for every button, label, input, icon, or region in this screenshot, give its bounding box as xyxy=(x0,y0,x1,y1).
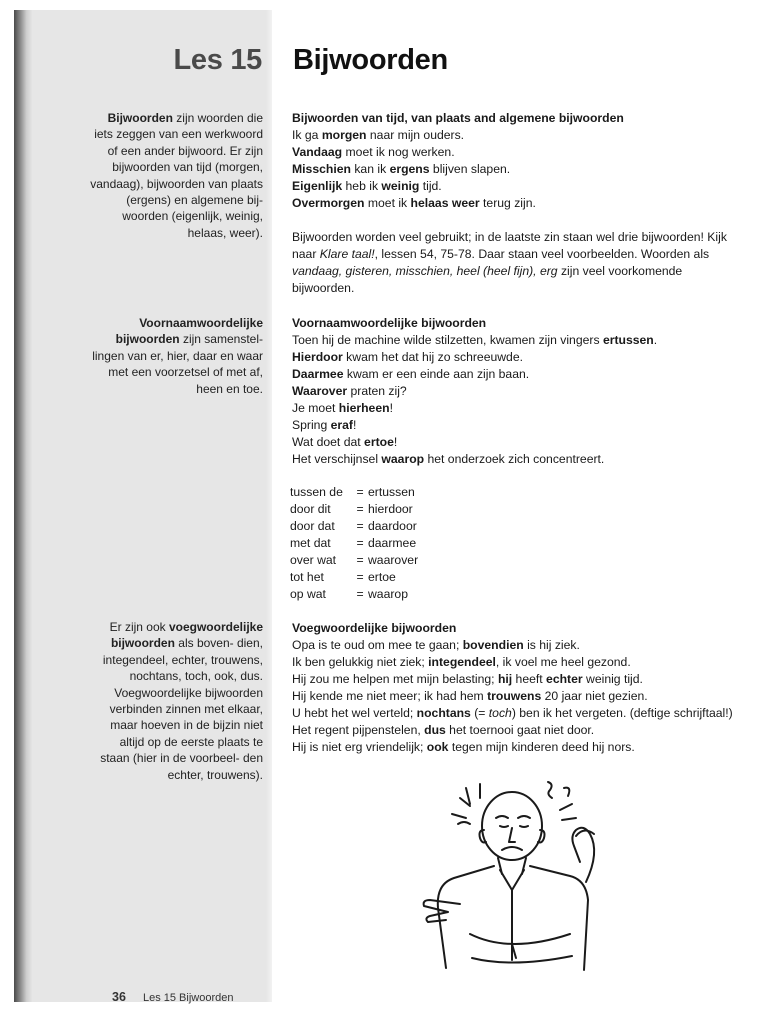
highlighted-adverb: Eigenlijk xyxy=(292,179,343,193)
composition-table xyxy=(290,484,418,603)
margin-note-voornaamwoordelijk xyxy=(88,315,263,397)
margin-note-intro: Er zijn ook xyxy=(109,620,169,634)
highlighted-adverb: ergens xyxy=(389,162,430,176)
example-sentence xyxy=(292,366,744,383)
text-segment: moet ik xyxy=(364,196,411,210)
text-segment: kwam er een einde aan zijn baan. xyxy=(343,367,530,381)
section-heading: Bijwoorden van tijd, van plaats and algemene bijwoorden xyxy=(292,111,624,125)
text-segment: ! xyxy=(393,435,398,449)
example-sentence xyxy=(292,332,744,349)
text-segment: kwam het dat hij zo schreeuwde. xyxy=(342,350,523,364)
lesson-number: Les 15 xyxy=(173,44,262,76)
book-spine-edge xyxy=(14,10,32,1002)
highlighted-adverb: weinig xyxy=(381,179,420,193)
example-sentence xyxy=(292,349,744,366)
text-segment: Toen hij de machine wilde stilzetten, kwamen zijn vingers xyxy=(292,333,603,347)
highlighted-adverb: Misschien xyxy=(292,162,351,176)
highlighted-adverb: integendeel xyxy=(428,655,496,669)
equals-sign: = xyxy=(356,587,364,601)
margin-note-text: zijn samenstel- lingen van er, hier, daar en waar met een voorzetsel of met af, heen en toe. xyxy=(92,332,263,396)
highlighted-adverb: bovendien xyxy=(462,638,524,652)
text-segment: Opa is te oud om mee te gaan; xyxy=(292,638,463,652)
example-sentence xyxy=(292,654,744,671)
highlighted-adverb: morgen xyxy=(321,128,367,142)
italic-text: Klare taal! xyxy=(319,247,375,261)
preposition-phrase: door dit xyxy=(290,502,331,516)
highlighted-adverb: Waarover xyxy=(292,384,348,398)
text-segment: (= xyxy=(470,706,489,720)
text-segment: is hij ziek. xyxy=(523,638,580,652)
text-segment: Bijwoorden worden veel gebruikt; in de laatste zin staan wel drie bijwoorden! Kijk naar xyxy=(292,230,727,261)
text-segment: zijn veel voorkomende bijwoorden. xyxy=(292,264,683,295)
text-segment: Hij is niet erg vriendelijk; xyxy=(292,740,427,754)
margin-note-text: als boven- dien, integendeel, echter, trouwens, nochtans, toch, ook, dus. Voegwoordelijke bijwoorden verbinden zinnen met elkaar, maar hoeven in de bijzin niet altijd op de eerste plaats te staan (hier in de voorbeel- den echter, trouwens). xyxy=(100,636,263,782)
text-segment: U hebt het wel verteld; xyxy=(292,706,417,720)
compound-adverb: waarop xyxy=(368,587,408,601)
italic-text: vandaag, gisteren, misschien, heel (heel fijn), erg xyxy=(292,264,558,278)
section-voornaamwoordelijk xyxy=(292,315,744,468)
text-segment: naar mijn ouders. xyxy=(366,128,465,142)
page-footer xyxy=(112,990,233,1004)
running-title: Les 15 Bijwoorden xyxy=(142,992,234,1004)
text-segment: . xyxy=(653,333,658,347)
highlighted-adverb: waarop xyxy=(381,452,425,466)
text-segment: Ik ben gelukkig niet ziek; xyxy=(292,655,429,669)
highlighted-adverb: echter xyxy=(546,672,583,686)
highlighted-adverb: ertoe xyxy=(364,435,394,449)
section-voegwoordelijk xyxy=(292,620,744,756)
text-segment: heeft xyxy=(512,672,547,686)
composition-row xyxy=(290,552,418,569)
composition-row xyxy=(290,569,418,586)
margin-note-term: Bijwoorden xyxy=(107,111,173,125)
compound-adverb: ertoe xyxy=(368,570,396,584)
example-lines xyxy=(292,127,744,212)
text-segment: heb ik xyxy=(342,179,382,193)
highlighted-adverb: Overmorgen xyxy=(292,196,365,210)
text-segment: het toernooi gaat niet door. xyxy=(445,723,595,737)
text-segment: het onderzoek zich concentreert. xyxy=(424,452,605,466)
text-segment: Spring xyxy=(292,418,331,432)
text-segment: tegen mijn kinderen deed hij nors. xyxy=(448,740,635,754)
example-sentence xyxy=(292,671,744,688)
example-lines xyxy=(292,332,744,468)
preposition-phrase: over wat xyxy=(290,553,337,567)
text-segment: ! xyxy=(352,418,357,432)
text-segment: Hij zou me helpen met mijn belasting; xyxy=(292,672,498,686)
text-segment: Ik ga xyxy=(292,128,322,142)
composition-row xyxy=(290,501,418,518)
compound-adverb: daardoor xyxy=(368,519,417,533)
equals-sign: = xyxy=(356,502,364,516)
section-tijd-plaats xyxy=(292,110,744,297)
text-segment: praten zij? xyxy=(347,384,407,398)
angry-man-illustration xyxy=(400,774,640,980)
text-segment: tijd. xyxy=(419,179,442,193)
example-sentence xyxy=(292,195,744,212)
compound-adverb: waarover xyxy=(368,553,419,567)
preposition-phrase: tot het xyxy=(290,570,324,584)
example-lines xyxy=(292,637,744,756)
example-sentence xyxy=(292,434,744,451)
preposition-phrase: met dat xyxy=(290,536,331,550)
equals-sign: = xyxy=(356,485,364,499)
example-sentence xyxy=(292,722,744,739)
example-sentence xyxy=(292,417,744,434)
example-sentence xyxy=(292,451,744,468)
text-segment: terug zijn. xyxy=(479,196,536,210)
example-sentence xyxy=(292,400,744,417)
example-sentence xyxy=(292,178,744,195)
margin-note-term: voegwoordelijke bijwoorden xyxy=(110,620,263,651)
highlighted-adverb: hierheen xyxy=(338,401,390,415)
highlighted-adverb: hij xyxy=(497,672,513,686)
highlighted-adverb: Daarmee xyxy=(292,367,344,381)
composition-row xyxy=(290,518,418,535)
margin-note-text: zijn woorden die iets zeggen van een werkwoord of een ander bijwoord. Er zijn bijwoorden van tijd (morgen, vandaag), bijwoorden van plaats (ergens) en algemene bij- woorden (eigenlijk, weinig, helaas, weer). xyxy=(90,111,263,240)
margin-note-bijwoorden xyxy=(88,110,263,241)
text-segment: Hij kende me niet meer; ik had hem xyxy=(292,689,488,703)
example-sentence xyxy=(292,144,744,161)
text-segment: Het regent pijpenstelen, xyxy=(292,723,425,737)
example-sentence xyxy=(292,161,744,178)
page-number: 36 xyxy=(112,990,126,1004)
example-sentence xyxy=(292,637,744,654)
text-segment: ) ben ik het vergeten. (deftige schrijftaal!) xyxy=(511,706,733,720)
composition-row xyxy=(290,484,418,501)
text-segment: Het verschijnsel xyxy=(292,452,382,466)
composition-row xyxy=(290,535,418,552)
text-segment: moet ik nog werken. xyxy=(342,145,455,159)
section-heading: Voornaamwoordelijke bijwoorden xyxy=(292,316,487,330)
text-segment: kan ik xyxy=(350,162,390,176)
highlighted-adverb: dus xyxy=(424,723,446,737)
page-title: Bijwoorden xyxy=(293,44,448,76)
text-segment: , lessen 54, 75-78. Daar staan veel voorbeelden. Woorden als xyxy=(374,247,710,261)
example-sentence xyxy=(292,127,744,144)
margin-note-term: Voornaamwoordelijke bijwoorden xyxy=(115,316,263,347)
equals-sign: = xyxy=(356,519,364,533)
highlighted-adverb: eraf xyxy=(330,418,353,432)
highlighted-adverb: nochtans xyxy=(416,706,471,720)
text-segment: , ik voel me heel gezond. xyxy=(495,655,631,669)
highlighted-adverb: Hierdoor xyxy=(292,350,343,364)
preposition-phrase: tussen de xyxy=(290,485,343,499)
text-segment: ! xyxy=(389,401,393,415)
equals-sign: = xyxy=(356,553,364,567)
explanation-paragraph xyxy=(292,229,744,297)
example-sentence xyxy=(292,688,744,705)
composition-row xyxy=(290,586,418,603)
highlighted-adverb: helaas weer xyxy=(410,196,480,210)
equals-sign: = xyxy=(356,536,364,550)
preposition-phrase: door dat xyxy=(290,519,335,533)
highlighted-adverb: ook xyxy=(426,740,449,754)
example-sentence xyxy=(292,383,744,400)
highlighted-adverb: Vandaag xyxy=(292,145,343,159)
example-sentence xyxy=(292,739,744,756)
margin-note-voegwoordelijk xyxy=(88,619,263,783)
text-segment: Wat doet dat xyxy=(292,435,365,449)
compound-adverb: daarmee xyxy=(368,536,417,550)
equals-sign: = xyxy=(356,570,364,584)
highlighted-adverb: ertussen xyxy=(602,333,654,347)
text-segment: Je moet xyxy=(292,401,339,415)
highlighted-adverb: trouwens xyxy=(487,689,542,703)
italic-text: toch xyxy=(488,706,512,720)
example-sentence xyxy=(292,705,744,722)
compound-adverb: hierdoor xyxy=(368,502,413,516)
text-segment: blijven slapen. xyxy=(429,162,511,176)
section-heading: Voegwoordelijke bijwoorden xyxy=(292,621,457,635)
compound-adverb: ertussen xyxy=(368,485,415,499)
text-segment: 20 jaar niet gezien. xyxy=(541,689,648,703)
text-segment: weinig tijd. xyxy=(582,672,643,686)
preposition-phrase: op wat xyxy=(290,587,326,601)
